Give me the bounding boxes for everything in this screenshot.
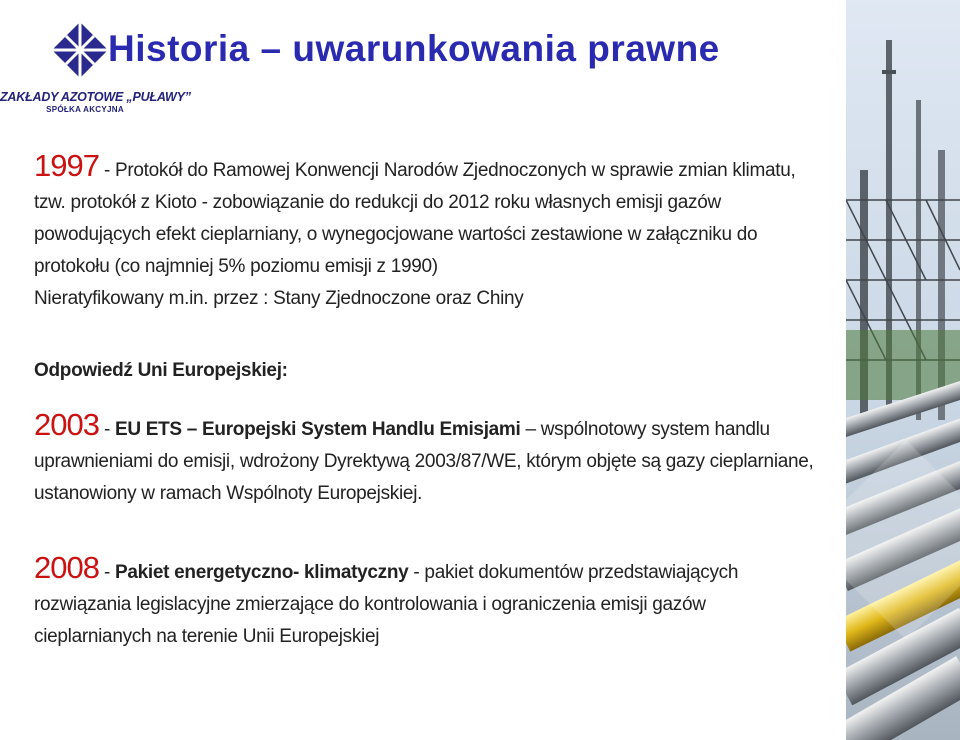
company-name: ZAKŁADY AZOTOWE „PUŁAWY” [0,90,191,104]
year-2008: 2008 [34,550,99,585]
climate-package-name: Pakiet energetyczno- klimatyczny [114,562,409,583]
industrial-plant-photo [846,0,960,740]
company-brand [0,90,191,114]
dash-2008: - [98,562,115,583]
ratification-note: Nieratyfikowany m.in. przez : Stany Zjednoczone oraz Chiny [34,288,524,309]
year-2003: 2003 [34,407,99,442]
company-logo-icon [50,20,110,80]
paragraph-2008 [34,552,824,653]
year-1997: 1997 [34,148,99,183]
eu-response-heading: Odpowiedź Uni Europejskiej: [34,360,288,381]
content-body [34,150,824,653]
company-subtitle: SPÓŁKA AKCYJNA [46,105,124,114]
industrial-plant-image [846,0,960,740]
paragraph-2003 [34,409,824,510]
text-2003: – wspólnotowy system handlu uprawnieniami do emisji, wdrożony Dyrektywą 2003/87/WE, którym objęte są gazy cieplarniane, ustanowiony w ramach Wspólnoty Europejskiej. [34,419,814,504]
text-2008: - pakiet dokumentów przedstawiających rozwiązania legislacyjne zmierzające do kontrolowania i ograniczenia emisji gazów cieplarnianych na terenie Unii Europejskiej [34,562,739,647]
dash-2003: - [98,419,115,440]
page-title: Historia – uwarunkowania prawne [108,28,720,69]
paragraph-1997 [34,150,824,283]
text-1997: - Protokół do Ramowej Konwencji Narodów Zjednoczonych w sprawie zmian klimatu, tzw. protokół z Kioto - zobowiązanie do redukcji do 2012 roku własnych emisji gazów powodujących efekt cieplarniany, o wynegocjowane wartości zestawione w załączniku do protokołu (co najmniej 5% poziomu emisji z 1990) [34,160,796,277]
eu-ets-name: EU ETS – Europejski System Handlu Emisjami [114,419,521,440]
